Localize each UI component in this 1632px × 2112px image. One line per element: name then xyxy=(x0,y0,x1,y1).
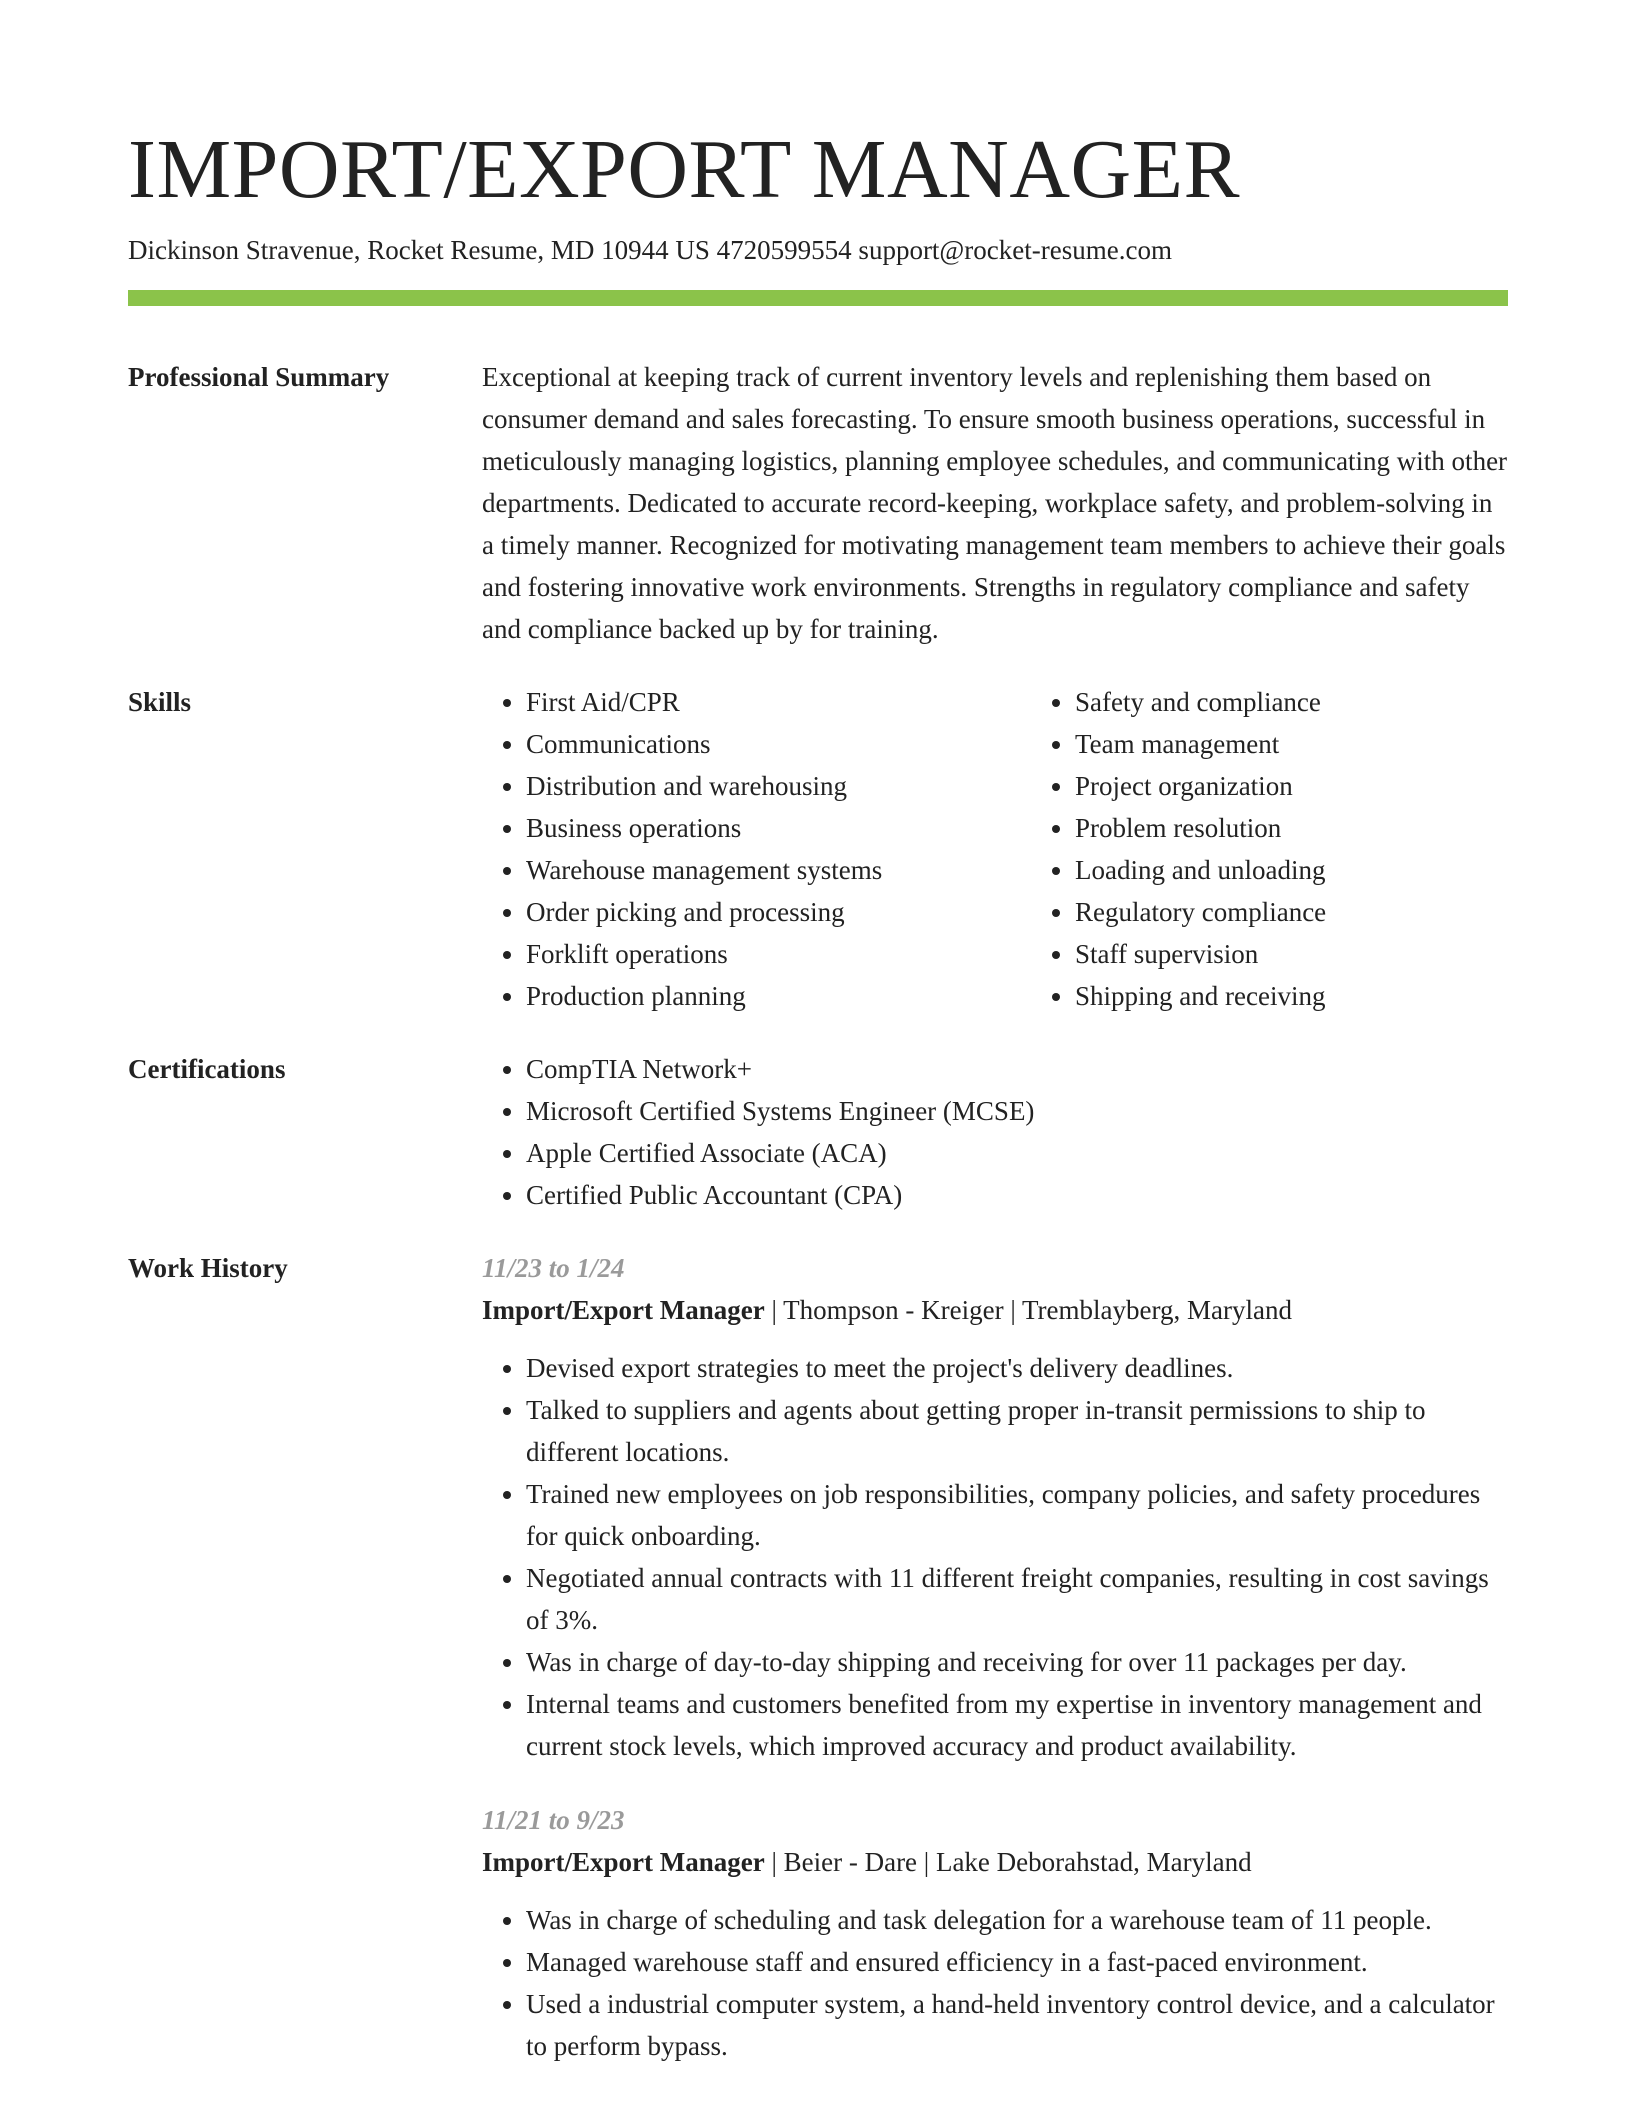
certification-item: • Certified Public Accountant (CPA) xyxy=(526,1174,1508,1216)
summary-body xyxy=(482,356,1508,650)
accent-rule xyxy=(128,290,1508,306)
job-bullet: • Trained new employees on job responsibilities, company policies, and safety procedures for quick onboarding. xyxy=(526,1473,1508,1557)
job-bullet: • Managed warehouse staff and ensured efficiency in a fast-paced environment. xyxy=(526,1941,1508,1983)
work-history-section xyxy=(128,1247,1508,2067)
certification-item: • CompTIA Network+ xyxy=(526,1048,1508,1090)
job-bullets xyxy=(482,1899,1508,2067)
skill-item: • Shipping and receiving xyxy=(1075,975,1580,1017)
job-title-line xyxy=(482,1289,1508,1331)
skill-item: • Team management xyxy=(1075,723,1580,765)
job-details: | Beier - Dare | Lake Deborahstad, Maryland xyxy=(764,1847,1252,1877)
job-bullet: • Used a industrial computer system, a hand-held inventory control device, and a calculator to perform bypass. xyxy=(526,1983,1508,2067)
skill-item: • Communications xyxy=(526,723,1031,765)
certifications-body xyxy=(482,1048,1508,1216)
skill-item: • Loading and unloading xyxy=(1075,849,1580,891)
certifications-list xyxy=(482,1048,1508,1216)
work-history-body xyxy=(482,1247,1508,2067)
section-label-work-history: Work History xyxy=(128,1253,288,1283)
skill-item: • Safety and compliance xyxy=(1075,681,1580,723)
job-entry xyxy=(482,1247,1508,1767)
job-role: Import/Export Manager xyxy=(482,1847,765,1877)
skill-item: • Regulatory compliance xyxy=(1075,891,1580,933)
skills-section xyxy=(128,681,1508,1017)
job-bullet: • Devised export strategies to meet the project's delivery deadlines. xyxy=(526,1347,1508,1389)
job-details: | Thompson - Kreiger | Tremblayberg, Maryland xyxy=(764,1295,1292,1325)
job-date: 11/21 to 9/23 xyxy=(482,1805,625,1835)
job-bullet: • Talked to suppliers and agents about getting proper in-transit permissions to ship to different locations. xyxy=(526,1389,1508,1473)
contact-line: Dickinson Stravenue, Rocket Resume, MD 10944 US 4720599554 support@rocket-resume.com xyxy=(128,235,1172,265)
section-label-certifications: Certifications xyxy=(128,1054,286,1084)
skill-item: • Distribution and warehousing xyxy=(526,765,1031,807)
job-date: 11/23 to 1/24 xyxy=(482,1253,625,1283)
skills-grid xyxy=(482,681,1580,1017)
certifications-section xyxy=(128,1048,1508,1216)
skill-item: • Problem resolution xyxy=(1075,807,1580,849)
job-bullet: • Was in charge of day-to-day shipping and receiving for over 11 packages per day. xyxy=(526,1641,1508,1683)
certification-item: • Microsoft Certified Systems Engineer (MCSE) xyxy=(526,1090,1508,1132)
job-bullet: • Negotiated annual contracts with 11 different freight companies, resulting in cost savings of 3%. xyxy=(526,1557,1508,1641)
skill-item: • Production planning xyxy=(526,975,1031,1017)
skill-item: • Project organization xyxy=(1075,765,1580,807)
skill-item: • Order picking and processing xyxy=(526,891,1031,933)
skill-item: • Forklift operations xyxy=(526,933,1031,975)
skills-list-left xyxy=(482,681,1031,1017)
skill-item: • Warehouse management systems xyxy=(526,849,1031,891)
skill-item: • Business operations xyxy=(526,807,1031,849)
section-label-summary: Professional Summary xyxy=(128,362,390,392)
section-label-skills: Skills xyxy=(128,687,192,717)
job-title-line xyxy=(482,1841,1508,1883)
skill-item: • Staff supervision xyxy=(1075,933,1580,975)
job-bullets xyxy=(482,1347,1508,1767)
job-bullet: • Was in charge of scheduling and task delegation for a warehouse team of 11 people. xyxy=(526,1899,1508,1941)
job-entry xyxy=(482,1799,1508,2067)
certification-item: • Apple Certified Associate (ACA) xyxy=(526,1132,1508,1174)
resume-title: IMPORT/EXPORT MANAGER xyxy=(128,123,1240,216)
summary-text: Exceptional at keeping track of current inventory levels and replenishing them based on consumer demand and sales forecasting. To ensure smooth business operations, successful in meticulously managing logistics, planning employee schedules, and communicating with other departments. Dedicated to accurate record-keeping, workplace safety, and problem-solving in a timely manner. Recognized for motivating management team members to achieve their goals and fostering innovative work environments. Strengths in regulatory compliance and safety and compliance backed up by for training. xyxy=(482,362,1508,644)
skills-list-right xyxy=(1031,681,1580,1017)
skill-item: • First Aid/CPR xyxy=(526,681,1031,723)
skills-body xyxy=(482,681,1580,1017)
job-bullet: • Internal teams and customers benefited from my expertise in inventory management and current stock levels, which improved accuracy and product availability. xyxy=(526,1683,1508,1767)
summary-section xyxy=(128,356,1508,650)
resume-page xyxy=(128,120,1508,2067)
job-role: Import/Export Manager xyxy=(482,1295,765,1325)
